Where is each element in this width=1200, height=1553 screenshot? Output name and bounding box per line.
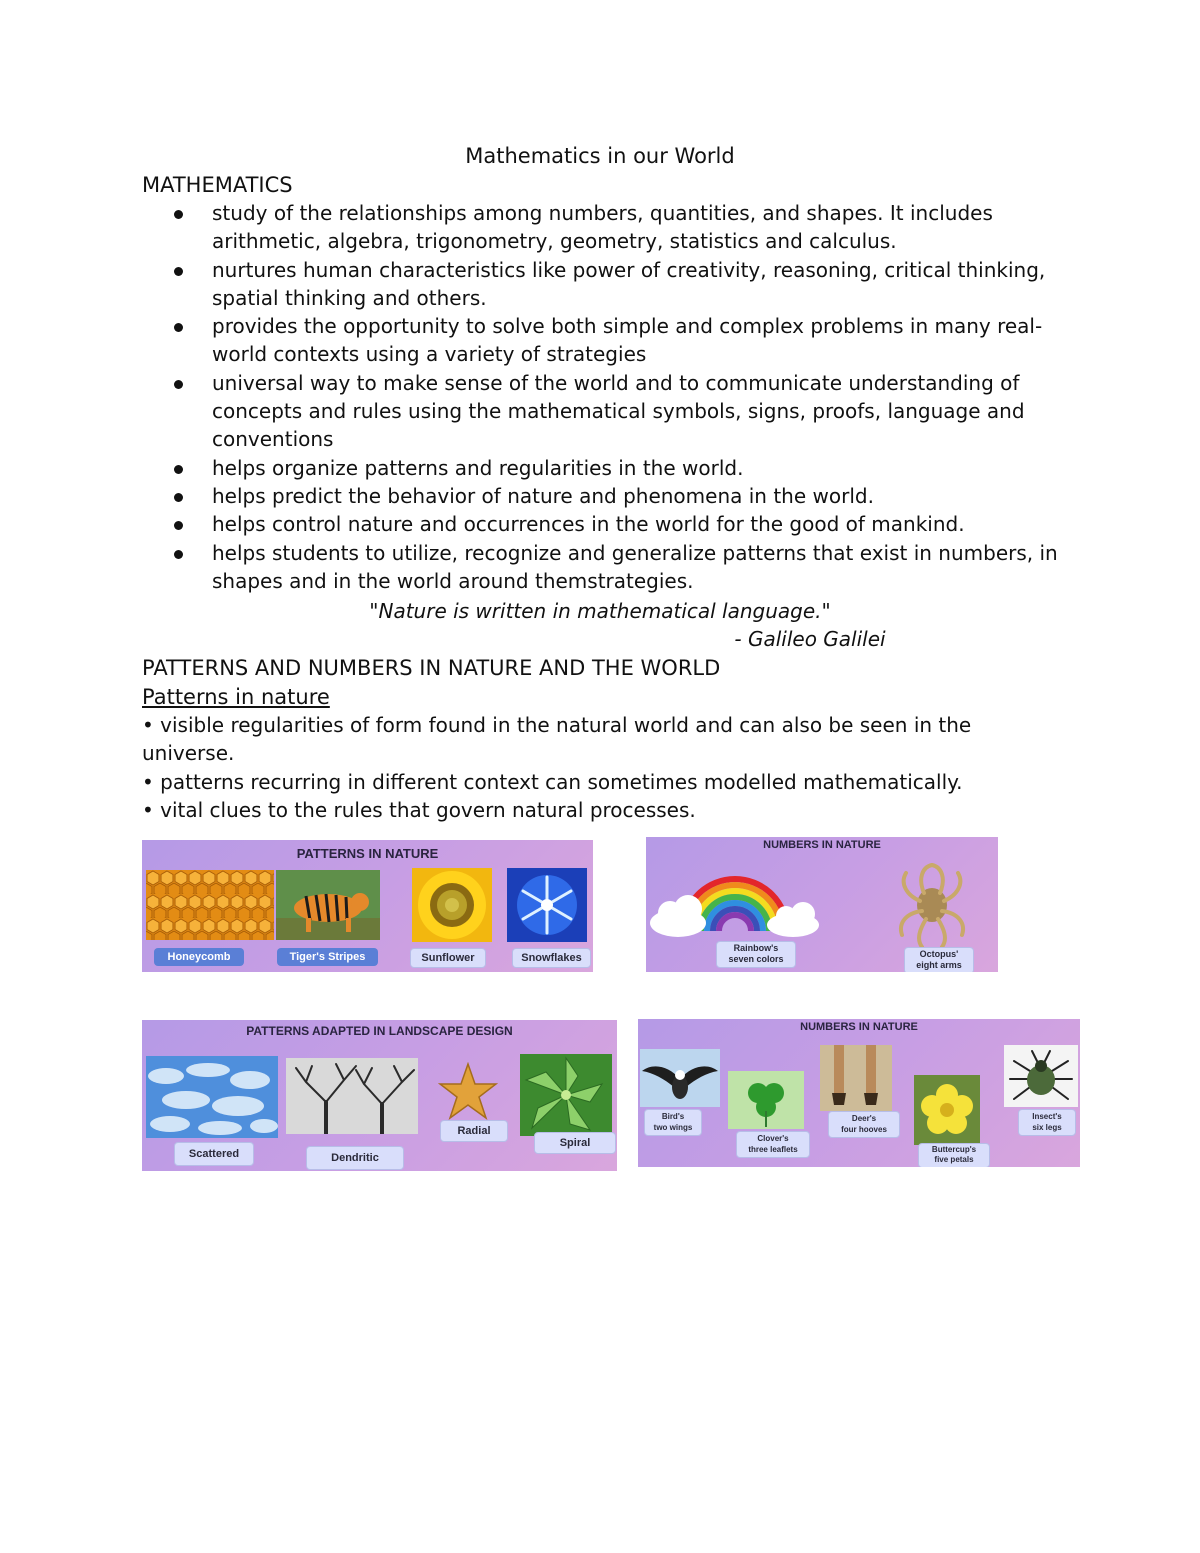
figure-title: NUMBERS IN NATURE — [763, 839, 881, 851]
label-line: six legs — [1032, 1123, 1062, 1132]
snowflake-image — [507, 868, 587, 942]
list-item — [142, 510, 1082, 538]
paragraph-clues: • vital clues to the rules that govern natural processes. — [142, 798, 696, 822]
label-clover — [736, 1131, 810, 1158]
section-heading-mathematics: MATHEMATICS — [142, 173, 293, 197]
label-buttercup — [918, 1143, 990, 1167]
label-tigers-stripes: Tiger's Stripes — [277, 948, 378, 966]
scattered-clouds-image — [146, 1056, 278, 1138]
label-line: Bird's — [661, 1112, 685, 1121]
bullet-icon — [174, 210, 183, 219]
subheading-patterns-in-nature: Patterns in nature — [142, 685, 330, 709]
label-line: four hooves — [841, 1125, 887, 1134]
label-spiral: Spiral — [534, 1132, 616, 1154]
bullet-text: helps organize patterns and regularities in the world. — [212, 455, 744, 480]
clover-image — [728, 1071, 804, 1129]
list-item — [142, 482, 1082, 510]
label-line: Rainbow's — [733, 943, 779, 953]
figure-landscape-design — [142, 1020, 617, 1171]
list-item — [142, 454, 1082, 482]
label-snowflakes: Snowflakes — [512, 948, 591, 968]
deer-hooves-image — [820, 1045, 892, 1111]
label-scattered: Scattered — [174, 1142, 254, 1166]
figure-patterns-in-nature — [142, 840, 593, 972]
bullet-icon — [174, 550, 183, 559]
list-item — [142, 539, 1082, 596]
label-line: three leaflets — [748, 1145, 798, 1154]
bullet-text: helps predict the behavior of nature and phenomena in the world. — [212, 483, 874, 508]
octopus-image — [892, 859, 972, 949]
label-line: eight arms — [916, 960, 962, 970]
bullet-text: helps control nature and occurrences in the world for the good of mankind. — [212, 512, 965, 537]
bullet-icon — [174, 323, 183, 332]
bullet-text: study of the relationships among numbers, quantities, and shapes. It includes arithmetic, algebra, trigonometry, geometry, statistics and calculus. — [212, 201, 993, 254]
bullet-text: universal way to make sense of the world and to communicate understanding of concepts and rules using the mathematical symbols, signs, proofs, language and conventions — [212, 370, 1025, 452]
figure-numbers-in-nature-rainbow — [646, 837, 998, 972]
label-line: Octopus' — [919, 949, 959, 959]
bullet-icon — [174, 380, 183, 389]
label-bird — [644, 1109, 702, 1136]
list-item — [142, 256, 1082, 313]
label-line: five petals — [934, 1155, 974, 1164]
label-line: two wings — [653, 1123, 693, 1132]
label-honeycomb: Honeycomb — [154, 948, 244, 966]
tiger-image — [276, 870, 380, 940]
label-line: Deer's — [851, 1114, 877, 1123]
label-line: seven colors — [728, 954, 784, 964]
figure-title: PATTERNS ADAPTED IN LANDSCAPE DESIGN — [246, 1024, 513, 1038]
quote-author: - Galileo Galilei — [734, 627, 886, 651]
section-heading-patterns-numbers: PATTERNS AND NUMBERS IN NATURE AND THE WORLD — [142, 656, 721, 680]
mathematics-bullet-list — [142, 199, 1082, 595]
figure-title: NUMBERS IN NATURE — [800, 1021, 918, 1033]
label-insect — [1018, 1109, 1076, 1136]
honeycomb-image — [146, 870, 274, 940]
rainbow-image — [648, 851, 823, 941]
bird-image — [640, 1049, 720, 1107]
dendritic-tree-image — [286, 1058, 418, 1134]
bullet-text: provides the opportunity to solve both simple and complex problems in many real-world contexts using a variety of strategies — [212, 314, 1043, 367]
label-radial: Radial — [440, 1120, 508, 1142]
bullet-icon — [174, 493, 183, 502]
quote-text: "Nature is written in mathematical language." — [369, 599, 831, 623]
label-deer — [828, 1111, 900, 1138]
spiral-plant-image — [520, 1054, 612, 1136]
label-sunflower: Sunflower — [410, 948, 486, 968]
paragraph-regularities: • visible regularities of form found in the natural world and can also be seen in the universe. — [142, 713, 972, 766]
page-title: Mathematics in our World — [465, 144, 735, 168]
figure-numbers-in-nature-animals — [638, 1019, 1080, 1167]
label-dendritic: Dendritic — [306, 1146, 404, 1170]
label-octopus — [904, 947, 974, 972]
list-item — [142, 199, 1082, 256]
buttercup-image — [914, 1075, 980, 1145]
figure-title: PATTERNS IN NATURE — [296, 846, 439, 861]
bullet-text: nurtures human characteristics like power of creativity, reasoning, critical thinking, spatial thinking and others. — [212, 257, 1046, 310]
bullet-icon — [174, 267, 183, 276]
list-item — [142, 312, 1082, 369]
bullet-icon — [174, 521, 183, 530]
bullet-icon — [174, 465, 183, 474]
list-item — [142, 369, 1082, 454]
insect-image — [1004, 1045, 1078, 1107]
bullet-text: helps students to utilize, recognize and generalize patterns that exist in numbers, in shapes and in the world around themstrategies. — [212, 540, 1058, 593]
label-line: Buttercup's — [931, 1145, 977, 1154]
sunflower-image — [412, 868, 492, 942]
label-line: Insect's — [1032, 1112, 1062, 1121]
label-line: Clover's — [757, 1134, 789, 1143]
paragraph-modelled: • patterns recurring in different context can sometimes modelled mathematically. — [142, 770, 963, 794]
label-rainbow — [716, 941, 796, 968]
starfish-image — [438, 1062, 498, 1120]
